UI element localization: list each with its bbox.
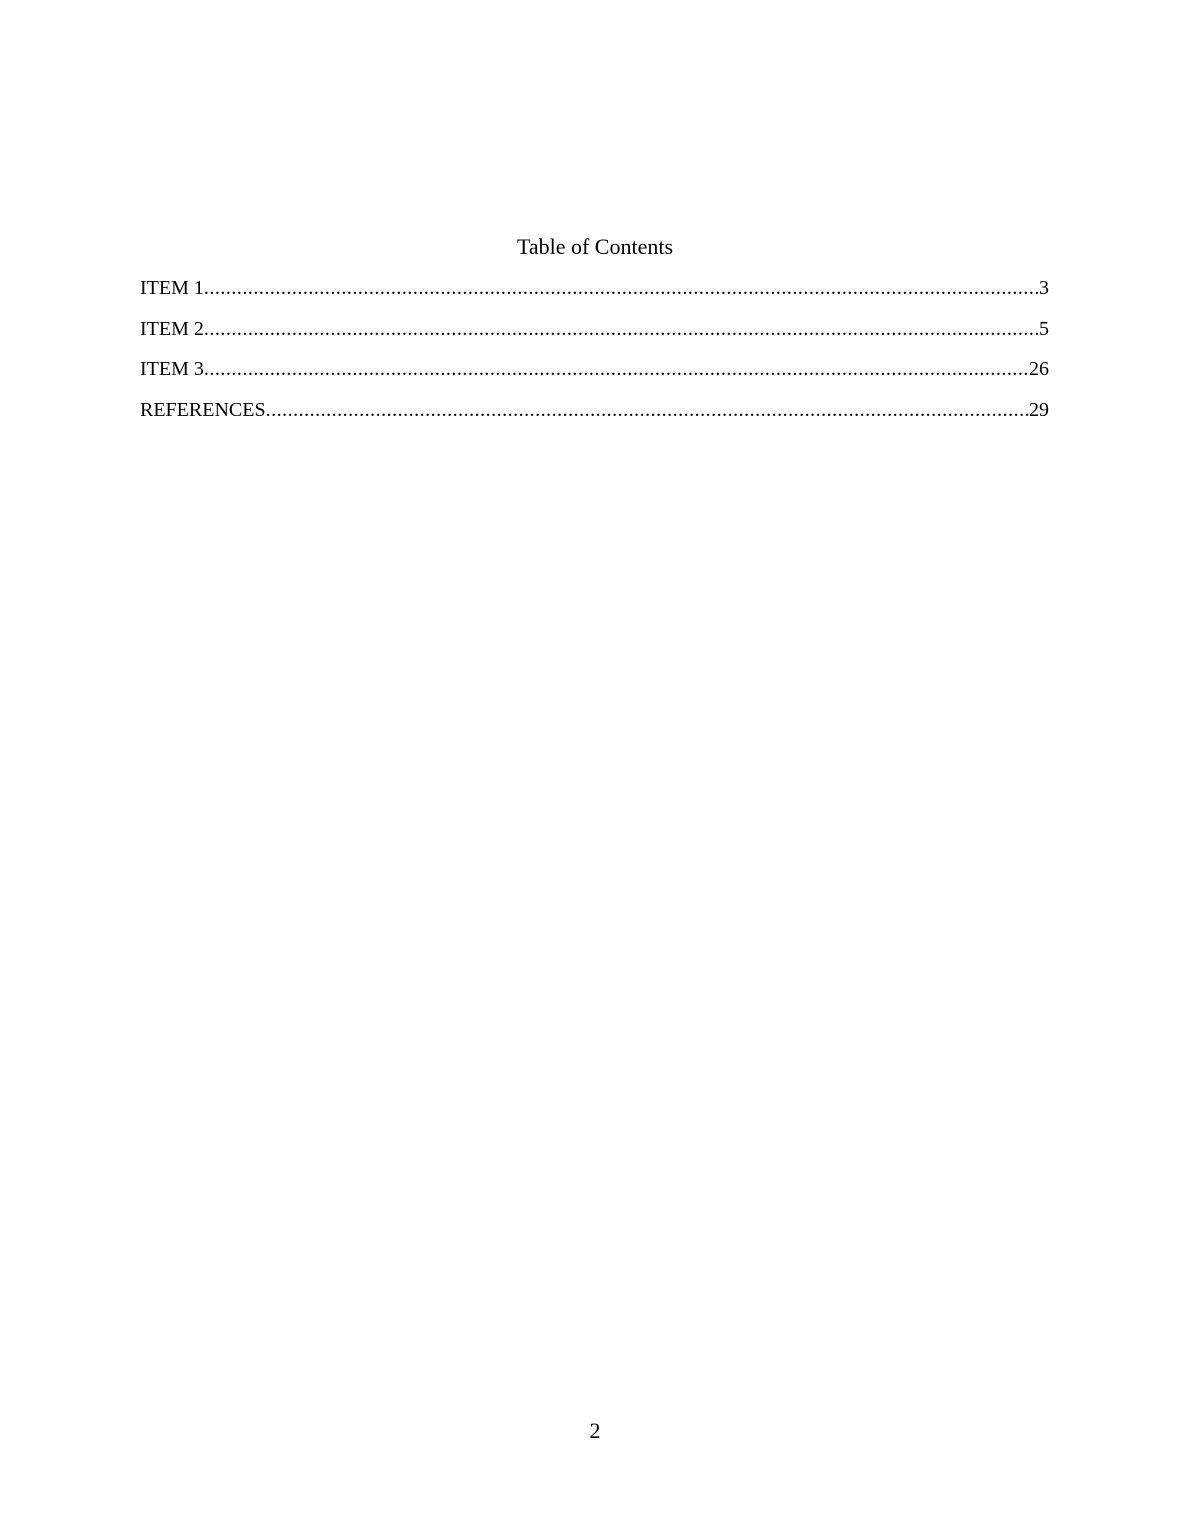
toc-entry-label: REFERENCES	[140, 396, 266, 424]
toc-title: Table of Contents	[516, 234, 674, 259]
toc-dot-leader	[204, 355, 1029, 383]
toc-entry-item-2[interactable]	[140, 315, 1049, 356]
toc-dot-leader	[204, 274, 1039, 302]
toc-entry-label: ITEM 3	[140, 355, 204, 383]
toc-entry-item-3[interactable]	[140, 355, 1049, 396]
table-of-contents	[140, 274, 1049, 436]
toc-entry-item-1[interactable]	[140, 274, 1049, 315]
toc-entry-page: 29	[1029, 398, 1049, 421]
toc-dot-leader	[266, 396, 1029, 424]
toc-dot-leader	[204, 315, 1039, 343]
toc-entry-references[interactable]	[140, 396, 1049, 437]
toc-entry-label: ITEM 1	[140, 274, 204, 302]
page-number: 2	[589, 1418, 601, 1443]
toc-entry-page: 3	[1039, 277, 1049, 299]
toc-entry-page: 26	[1029, 358, 1049, 380]
toc-entry-label: ITEM 2	[140, 315, 204, 343]
toc-entry-page: 5	[1039, 317, 1049, 340]
